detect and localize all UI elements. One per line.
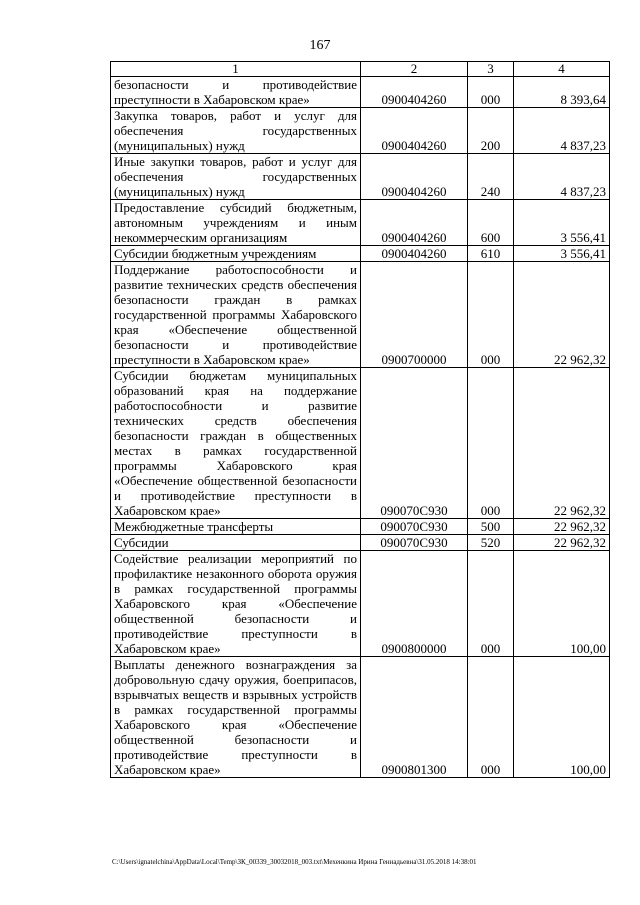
row-name: Закупка товаров, работ и услуг для обеспечения государственных (муниципальных) нужд [111,108,361,154]
row-name: Субсидии бюджетным учреждениям [111,246,361,262]
row-csr: 090070С930 [361,519,468,535]
column-header-csr: 2 [361,62,468,77]
row-csr: 0900404260 [361,77,468,108]
table-row [111,77,610,108]
row-csr: 0900404260 [361,108,468,154]
row-vr: 610 [468,246,514,262]
table-row [111,657,610,778]
row-csr: 090070С930 [361,368,468,519]
row-csr: 0900800000 [361,551,468,657]
table-row [111,154,610,200]
column-header-name: 1 [111,62,361,77]
row-vr: 000 [468,551,514,657]
row-name: Содействие реализации мероприятий по профилактике незаконного оборота оружия в рамках государственной программы Хабаровского края «Обеспечение общественной безопасности и противодействие преступности в Хабаровском крае» [111,551,361,657]
page-number: 167 [309,38,331,53]
table-row [111,551,610,657]
row-name: Предоставление субсидий бюджетным, автономным учреждениям и иным некоммерческим организациям [111,200,361,246]
table-row [111,246,610,262]
row-name: Межбюджетные трансферты [111,519,361,535]
row-amount: 22 962,32 [514,535,610,551]
table-row [111,108,610,154]
table-row [111,262,610,368]
column-header-vr: 3 [468,62,514,77]
row-vr: 000 [468,657,514,778]
row-vr: 240 [468,154,514,200]
row-amount: 3 556,41 [514,246,610,262]
table-row [111,535,610,551]
table-row [111,200,610,246]
row-vr: 200 [468,108,514,154]
row-vr: 500 [468,519,514,535]
row-amount: 4 837,23 [514,108,610,154]
table-header-row [111,62,610,77]
row-csr: 0900404260 [361,200,468,246]
row-name: Субсидии бюджетам муниципальных образований края на поддержание работоспособности и развитие технических средств обеспечения безопасности граждан в общественных местах в рамках государственной программы Хабаровского края «Обеспечение общественной безопасности и противодействие преступности в Хабаровском крае» [111,368,361,519]
row-csr: 090070С930 [361,535,468,551]
row-amount: 22 962,32 [514,368,610,519]
row-csr: 0900801300 [361,657,468,778]
row-name: безопасности и противодействие преступности в Хабаровском крае» [111,77,361,108]
row-csr: 0900404260 [361,154,468,200]
row-csr: 0900700000 [361,262,468,368]
row-amount: 4 837,23 [514,154,610,200]
row-amount: 3 556,41 [514,200,610,246]
row-name: Выплаты денежного вознаграждения за добровольную сдачу оружия, боеприпасов, взрывчатых веществ и взрывных устройств в рамках государственной программы Хабаровского края «Обеспечение общественной безопасности и противодействие преступности в Хабаровском крае» [111,657,361,778]
row-vr: 000 [468,368,514,519]
budget-table [110,61,610,778]
row-vr: 600 [468,200,514,246]
row-amount: 100,00 [514,551,610,657]
row-name: Субсидии [111,535,361,551]
column-header-amount: 4 [514,62,610,77]
row-csr: 0900404260 [361,246,468,262]
row-vr: 520 [468,535,514,551]
row-vr: 000 [468,262,514,368]
row-amount: 22 962,32 [514,519,610,535]
row-name: Иные закупки товаров, работ и услуг для обеспечения государственных (муниципальных) нужд [111,154,361,200]
row-amount: 100,00 [514,657,610,778]
row-amount: 8 393,64 [514,77,610,108]
row-vr: 000 [468,77,514,108]
row-amount: 22 962,32 [514,262,610,368]
table-row [111,368,610,519]
row-name: Поддержание работоспособности и развитие технических средств обеспечения безопасности граждан в рамках государственной программы Хабаровского края «Обеспечение общественной безопасности и противодействие преступности в Хабаровском крае» [111,262,361,368]
file-path-footer: C:\Users\ignatelchina\AppData\Local\Temp\ЗК_00339_30032018_003.txt\Мехенкина Ирина Геннадьевна\31.05.2018 14:38:01 [112,858,477,866]
table-row [111,519,610,535]
